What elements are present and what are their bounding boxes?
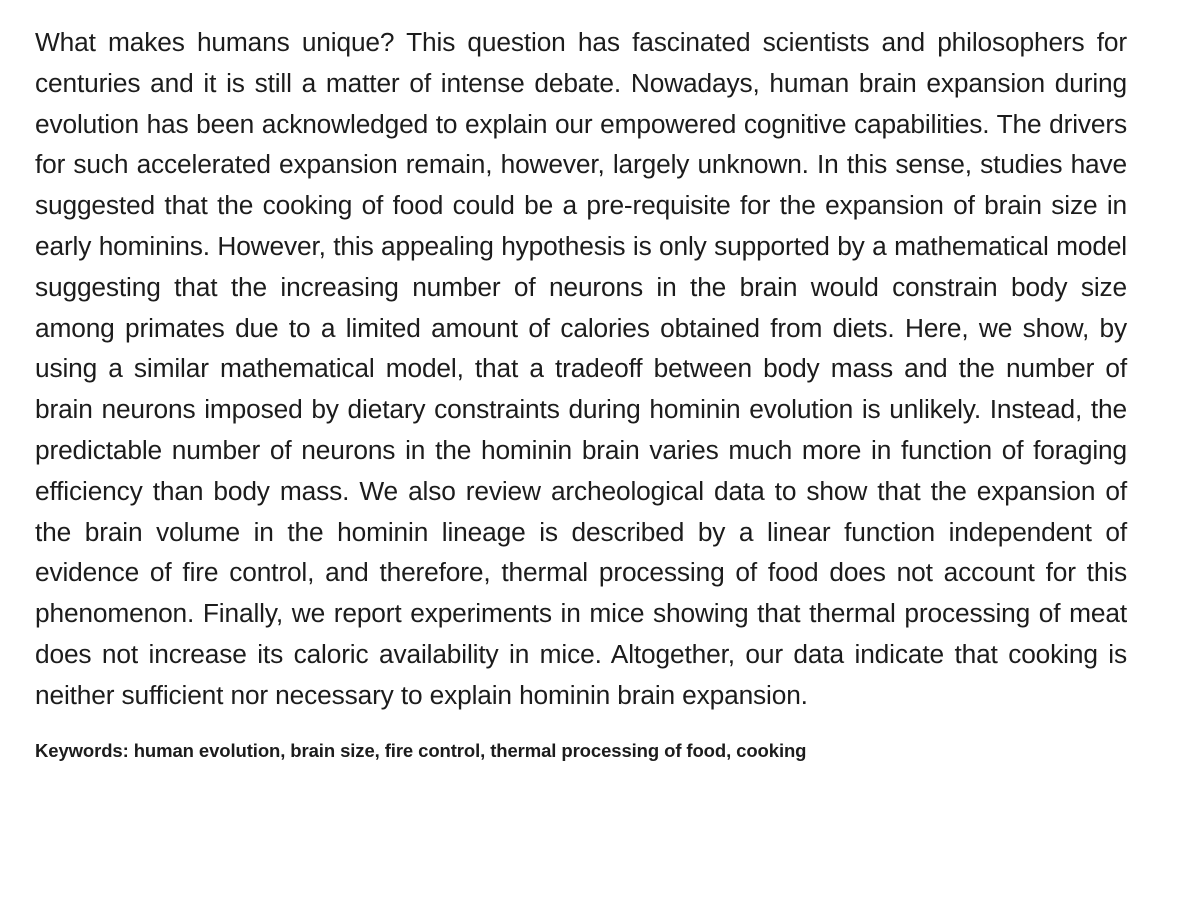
abstract-paragraph: What makes humans unique? This question has fascinated scientists and philosophers for centuries and it is still a matter of intense debate. Nowadays, human brain expansion during evolution has been acknowledged to explain our empowered cognitive capabilities. The drivers for such accelerated expansion remain, however, largely unknown. In this sense, studies have suggested that the cooking of food could be a pre-requisite for the expansion of brain size in early hominins. However, this appealing hypothesis is only supported by a mathematical model suggesting that the increasing number of neurons in the brain would constrain body size among primates due to a limited amount of calories obtained from diets. Here, we show, by using a similar mathematical model, that a tradeoff between body mass and the number of brain neurons imposed by dietary constraints during hominin evolution is unlikely. Instead, the predictable number of neurons in the hominin brain varies much more in function of foraging efficiency than body mass. We also review archeological data to show that the expansion of the brain volume in the hominin lineage is described by a linear function independent of evidence of fire control, and therefore, thermal processing of food does not account for this phenomenon. Finally, we report experiments in mice showing that thermal processing of meat does not increase its caloric availability in mice. Altogether, our data indicate that cooking is neither sufficient nor necessary to explain hominin brain expansion.	[35, 27, 1127, 710]
keywords-line: Keywords: human evolution, brain size, fire control, thermal processing of food, cooking	[35, 739, 807, 761]
article-page	[35, 22, 1127, 763]
